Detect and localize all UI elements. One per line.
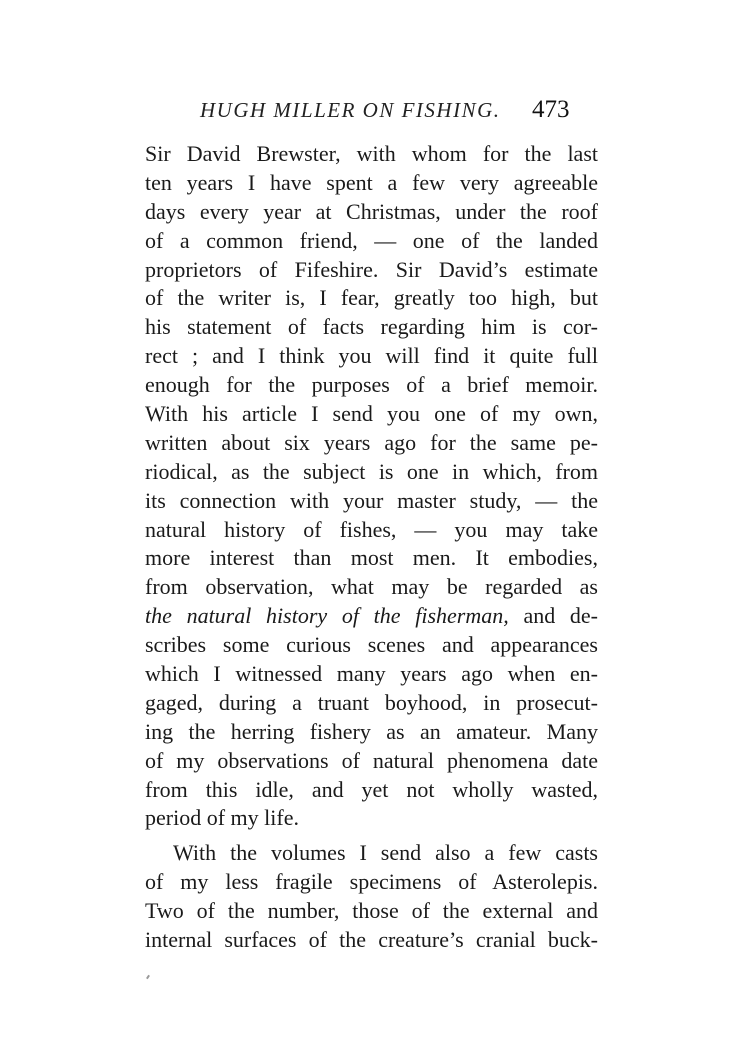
text-line: from this idle, and yet not wholly wasted,: [145, 776, 598, 802]
text-line: With his article I send you one of my own,: [145, 401, 598, 427]
text-line: days every year at Christmas, under the roof: [145, 198, 598, 224]
text-line: more interest than most men. It embodies,: [145, 545, 598, 571]
text-segment: and de-: [508, 603, 598, 629]
text-line: gaged, during a truant boyhood, in prosecut-: [145, 689, 598, 715]
text-line: Sir David Brewster, with whom for the last: [145, 141, 598, 166]
text-line: rect ; and I think you will find it quite full: [145, 343, 598, 369]
text-line: With the volumes I send also a few casts: [173, 840, 598, 866]
text-line: its connection with your master study, — the: [145, 487, 598, 513]
page-number: 473: [532, 96, 570, 123]
text-line: internal surfaces of the creature’s cranial buck-: [145, 927, 598, 953]
ink-speck: [146, 975, 150, 979]
text-line: ten years I have spent a few very agreeable: [145, 169, 598, 195]
text-line: of the writer is, I fear, greatly too high, but: [145, 285, 598, 311]
text-line: enough for the purposes of a brief memoir.: [145, 372, 598, 398]
italic-phrase: the natural history of the fisherman,: [145, 603, 509, 629]
body-text: [145, 140, 598, 955]
text-line: proprietors of Fifeshire. Sir David’s estimate: [145, 256, 598, 282]
text-line: which I witnessed many years ago when en-: [145, 661, 598, 687]
text-line: his statement of facts regarding him is cor-: [145, 314, 598, 340]
text-line: riodical, as the subject is one in which, from: [145, 458, 598, 484]
text-line: Two of the number, those of the external and: [145, 898, 598, 924]
running-head: HUGH MILLER ON FISHING.: [200, 98, 501, 122]
text-line: of my less fragile specimens of Asterolepis.: [145, 869, 598, 895]
text-line: written about six years ago for the same pe-: [145, 429, 598, 455]
text-line: of a common friend, — one of the landed: [145, 227, 598, 253]
text-line: of my observations of natural phenomena date: [145, 747, 598, 773]
text-line: ing the herring fishery as an amateur. Many: [145, 718, 598, 744]
text-line: period of my life.: [145, 805, 299, 831]
text-line: from observation, what may be regarded as: [145, 574, 598, 600]
text-line-mixed: [145, 602, 598, 631]
text-line: scribes some curious scenes and appearances: [145, 632, 598, 658]
text-line: natural history of fishes, — you may take: [145, 516, 598, 542]
